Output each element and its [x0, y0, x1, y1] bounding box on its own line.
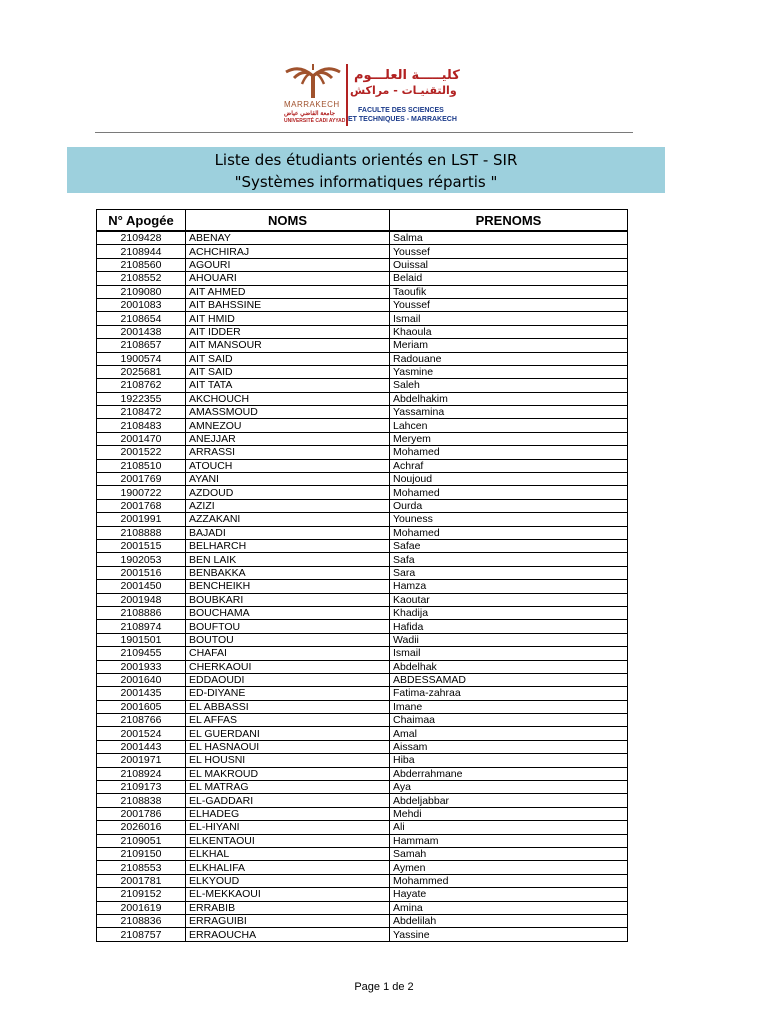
cell-nom: EL-HIYANI	[186, 821, 390, 834]
cell-prenom: Samah	[390, 847, 628, 860]
cell-nom: ELKHALIFA	[186, 861, 390, 874]
cell-nom: EL AFFAS	[186, 714, 390, 727]
cell-apogee: 2001991	[97, 513, 186, 526]
cell-nom: AYANI	[186, 473, 390, 486]
logo-university-french: UNIVERSITÉ CADI AYYAD	[284, 118, 346, 124]
cell-nom: AMASSMOUD	[186, 406, 390, 419]
cell-nom: ATOUCH	[186, 459, 390, 472]
cell-nom: EL GUERDANI	[186, 727, 390, 740]
table-row	[97, 620, 628, 633]
cell-apogee: 2108757	[97, 928, 186, 941]
cell-prenom: Meryem	[390, 432, 628, 445]
cell-apogee: 2001605	[97, 700, 186, 713]
table-row	[97, 499, 628, 512]
cell-prenom: Taoufik	[390, 285, 628, 298]
cell-apogee: 2001768	[97, 499, 186, 512]
cell-prenom: Hiba	[390, 754, 628, 767]
table-row	[97, 419, 628, 432]
cell-apogee: 2001443	[97, 740, 186, 753]
cell-nom: BELHARCH	[186, 539, 390, 552]
cell-nom: BENCHEIKH	[186, 580, 390, 593]
cell-prenom: Abdelhak	[390, 660, 628, 673]
cell-prenom: Amal	[390, 727, 628, 740]
cell-apogee: 2001435	[97, 687, 186, 700]
title-line-1: Liste des étudiants orientés en LST - SIR	[214, 151, 518, 169]
cell-apogee: 2109080	[97, 285, 186, 298]
cell-nom: EL HOUSNI	[186, 754, 390, 767]
cell-nom: AGOURI	[186, 258, 390, 271]
cell-prenom: Aya	[390, 781, 628, 794]
table-row	[97, 928, 628, 941]
table-row	[97, 513, 628, 526]
table-row	[97, 526, 628, 539]
logo-university-arabic: جامعة القاضي عياض	[284, 111, 336, 117]
cell-nom: ABENAY	[186, 231, 390, 245]
cell-prenom: Saleh	[390, 379, 628, 392]
cell-nom: EL HASNAOUI	[186, 740, 390, 753]
cell-apogee: 2108552	[97, 272, 186, 285]
cell-prenom: Ourda	[390, 499, 628, 512]
table-row	[97, 781, 628, 794]
cell-prenom: Abdeljabbar	[390, 794, 628, 807]
cell-apogee: 2108886	[97, 606, 186, 619]
cell-nom: EL-MEKKAOUI	[186, 888, 390, 901]
cell-prenom: Belaid	[390, 272, 628, 285]
page-number: Page 1 de 2	[354, 981, 414, 993]
table-row	[97, 231, 628, 245]
cell-apogee: 2001769	[97, 473, 186, 486]
table-row	[97, 847, 628, 860]
cell-apogee: 2109051	[97, 834, 186, 847]
cell-prenom: Amina	[390, 901, 628, 914]
cell-nom: BAJADI	[186, 526, 390, 539]
cell-nom: AMNEZOU	[186, 419, 390, 432]
table-row	[97, 272, 628, 285]
table-row	[97, 633, 628, 646]
cell-apogee: 2108553	[97, 861, 186, 874]
cell-apogee: 2108924	[97, 767, 186, 780]
table-row	[97, 432, 628, 445]
cell-prenom: Aymen	[390, 861, 628, 874]
cell-nom: BENBAKKA	[186, 566, 390, 579]
table-row	[97, 687, 628, 700]
table-row	[97, 714, 628, 727]
table-row	[97, 459, 628, 472]
cell-nom: AHOUARI	[186, 272, 390, 285]
cell-prenom: ABDESSAMAD	[390, 673, 628, 686]
cell-prenom: Hayate	[390, 888, 628, 901]
cell-prenom: Abderrahmane	[390, 767, 628, 780]
cell-apogee: 2108766	[97, 714, 186, 727]
cell-apogee: 2108510	[97, 459, 186, 472]
cell-nom: AIT IDDER	[186, 325, 390, 338]
cell-apogee: 2001516	[97, 566, 186, 579]
table-row	[97, 580, 628, 593]
cell-prenom: Ismail	[390, 647, 628, 660]
cell-nom: BOUTOU	[186, 633, 390, 646]
cell-nom: ELHADEG	[186, 807, 390, 820]
cell-apogee: 2025681	[97, 365, 186, 378]
table-row	[97, 606, 628, 619]
cell-prenom: Khadija	[390, 606, 628, 619]
cell-apogee: 2001515	[97, 539, 186, 552]
table-row	[97, 727, 628, 740]
cell-apogee: 2109455	[97, 647, 186, 660]
table-row	[97, 473, 628, 486]
cell-apogee: 1902053	[97, 553, 186, 566]
cell-prenom: Hafida	[390, 620, 628, 633]
table-row	[97, 807, 628, 820]
cell-nom: ELKHAL	[186, 847, 390, 860]
table-row	[97, 258, 628, 271]
cell-nom: AIT AHMED	[186, 285, 390, 298]
cell-nom: ERRAGUIBI	[186, 914, 390, 927]
cell-prenom: Yassine	[390, 928, 628, 941]
table-row	[97, 767, 628, 780]
cell-nom: AZDOUD	[186, 486, 390, 499]
table-row	[97, 660, 628, 673]
cell-nom: AIT HMID	[186, 312, 390, 325]
table-row	[97, 553, 628, 566]
table-row	[97, 352, 628, 365]
header-apogee: N° Apogée	[97, 210, 186, 232]
cell-apogee: 2108472	[97, 406, 186, 419]
header-noms: NOMS	[186, 210, 390, 232]
table-row	[97, 312, 628, 325]
cell-nom: AIT BAHSSINE	[186, 298, 390, 311]
cell-apogee: 1901501	[97, 633, 186, 646]
table-row	[97, 325, 628, 338]
cell-prenom: Achraf	[390, 459, 628, 472]
cell-prenom: Safae	[390, 539, 628, 552]
table-row	[97, 539, 628, 552]
faculty-name-arabic-1: كليـــــة العلـــوم	[354, 68, 460, 83]
cell-prenom: Youness	[390, 513, 628, 526]
table-body	[97, 231, 628, 941]
cell-apogee: 2108654	[97, 312, 186, 325]
cell-prenom: Hammam	[390, 834, 628, 847]
cell-prenom: Sara	[390, 566, 628, 579]
cell-nom: ERRAOUCHA	[186, 928, 390, 941]
table-row	[97, 446, 628, 459]
faculty-header	[280, 62, 480, 134]
table-row	[97, 486, 628, 499]
table-row	[97, 285, 628, 298]
cell-apogee: 2108838	[97, 794, 186, 807]
table-row	[97, 740, 628, 753]
cell-apogee: 2108762	[97, 379, 186, 392]
cell-apogee: 2108657	[97, 339, 186, 352]
table-row	[97, 700, 628, 713]
table-row	[97, 379, 628, 392]
cell-apogee: 1900722	[97, 486, 186, 499]
logo-city: MARRAKECH	[284, 100, 340, 109]
table-row	[97, 593, 628, 606]
cell-nom: ACHCHIRAJ	[186, 245, 390, 258]
table-row	[97, 406, 628, 419]
cell-nom: AIT SAID	[186, 365, 390, 378]
table-row	[97, 834, 628, 847]
cell-nom: ERRABIB	[186, 901, 390, 914]
cell-apogee: 2001971	[97, 754, 186, 767]
cell-nom: CHERKAOUI	[186, 660, 390, 673]
cell-prenom: Yassamina	[390, 406, 628, 419]
cell-nom: EL MATRAG	[186, 781, 390, 794]
cell-apogee: 2001524	[97, 727, 186, 740]
cell-prenom: Imane	[390, 700, 628, 713]
cell-prenom: Wadii	[390, 633, 628, 646]
cell-prenom: Aissam	[390, 740, 628, 753]
cell-apogee: 2001438	[97, 325, 186, 338]
cell-prenom: Mohamed	[390, 446, 628, 459]
cell-nom: BOUCHAMA	[186, 606, 390, 619]
cell-nom: AZZAKANI	[186, 513, 390, 526]
cell-prenom: Meriam	[390, 339, 628, 352]
cell-prenom: Radouane	[390, 352, 628, 365]
cell-apogee: 2108888	[97, 526, 186, 539]
cell-nom: ARRASSI	[186, 446, 390, 459]
cell-prenom: Abdelilah	[390, 914, 628, 927]
table-row	[97, 392, 628, 405]
cell-prenom: Ali	[390, 821, 628, 834]
cell-apogee: 2001470	[97, 432, 186, 445]
cell-nom: ED-DIYANE	[186, 687, 390, 700]
cell-nom: EDDAOUDI	[186, 673, 390, 686]
table-row	[97, 901, 628, 914]
students-table	[96, 209, 628, 942]
cell-prenom: Salma	[390, 231, 628, 245]
cell-apogee: 2108974	[97, 620, 186, 633]
cell-prenom: Lahcen	[390, 419, 628, 432]
faculty-name-french-1: FACULTE DES SCIENCES	[358, 107, 444, 114]
cell-prenom: Mohamed	[390, 526, 628, 539]
table-row	[97, 888, 628, 901]
table-row	[97, 754, 628, 767]
cell-apogee: 2001450	[97, 580, 186, 593]
cell-apogee: 1900574	[97, 352, 186, 365]
table-row	[97, 566, 628, 579]
table-row	[97, 673, 628, 686]
cell-prenom: Noujoud	[390, 473, 628, 486]
cell-prenom: Kaoutar	[390, 593, 628, 606]
table-row	[97, 874, 628, 887]
table-row	[97, 245, 628, 258]
cell-apogee: 2001781	[97, 874, 186, 887]
cell-apogee: 2108483	[97, 419, 186, 432]
university-logo-icon	[280, 62, 346, 102]
cell-nom: ANEJJAR	[186, 432, 390, 445]
table-row	[97, 794, 628, 807]
cell-nom: BOUBKARI	[186, 593, 390, 606]
cell-nom: CHAFAI	[186, 647, 390, 660]
table-header-row	[97, 210, 628, 232]
title-line-2: "Systèmes informatiques répartis "	[234, 173, 498, 191]
cell-nom: AIT TATA	[186, 379, 390, 392]
cell-prenom: Khaoula	[390, 325, 628, 338]
header-rule	[95, 132, 633, 133]
cell-apogee: 2001522	[97, 446, 186, 459]
cell-prenom: Mohammed	[390, 874, 628, 887]
cell-prenom: Abdelhakim	[390, 392, 628, 405]
cell-nom: EL ABBASSI	[186, 700, 390, 713]
cell-apogee: 2001948	[97, 593, 186, 606]
cell-apogee: 2001640	[97, 673, 186, 686]
cell-nom: EL MAKROUD	[186, 767, 390, 780]
cell-apogee: 2109428	[97, 231, 186, 245]
table-row	[97, 861, 628, 874]
table-row	[97, 298, 628, 311]
cell-nom: EL-GADDARI	[186, 794, 390, 807]
table-row	[97, 647, 628, 660]
cell-nom: AIT SAID	[186, 352, 390, 365]
faculty-name-french-2: ET TECHNIQUES - MARRAKECH	[348, 116, 457, 123]
cell-prenom: Safa	[390, 553, 628, 566]
page-title	[67, 147, 665, 193]
cell-apogee: 2001933	[97, 660, 186, 673]
cell-apogee: 2109150	[97, 847, 186, 860]
cell-nom: ELKYOUD	[186, 874, 390, 887]
cell-nom: ELKENTAOUI	[186, 834, 390, 847]
faculty-name-arabic-2: والتقنيـات - مراكش	[350, 84, 457, 97]
cell-apogee: 2108560	[97, 258, 186, 271]
cell-apogee: 2001619	[97, 901, 186, 914]
cell-prenom: Mohamed	[390, 486, 628, 499]
cell-apogee: 1922355	[97, 392, 186, 405]
table-row	[97, 365, 628, 378]
cell-nom: AKCHOUCH	[186, 392, 390, 405]
cell-prenom: Youssef	[390, 298, 628, 311]
cell-apogee: 2001786	[97, 807, 186, 820]
cell-prenom: Mehdi	[390, 807, 628, 820]
cell-nom: AZIZI	[186, 499, 390, 512]
header-prenoms: PRENOMS	[390, 210, 628, 232]
table-row	[97, 821, 628, 834]
cell-prenom: Fatima-zahraa	[390, 687, 628, 700]
cell-apogee: 2109173	[97, 781, 186, 794]
cell-apogee: 2001083	[97, 298, 186, 311]
table-row	[97, 339, 628, 352]
cell-prenom: Yasmine	[390, 365, 628, 378]
cell-apogee: 2109152	[97, 888, 186, 901]
cell-prenom: Hamza	[390, 580, 628, 593]
cell-nom: AIT MANSOUR	[186, 339, 390, 352]
cell-prenom: Ouissal	[390, 258, 628, 271]
cell-apogee: 2026016	[97, 821, 186, 834]
cell-prenom: Youssef	[390, 245, 628, 258]
cell-prenom: Ismail	[390, 312, 628, 325]
cell-apogee: 2108836	[97, 914, 186, 927]
cell-nom: BEN LAIK	[186, 553, 390, 566]
cell-apogee: 2108944	[97, 245, 186, 258]
table-row	[97, 914, 628, 927]
cell-nom: BOUFTOU	[186, 620, 390, 633]
cell-prenom: Chaimaa	[390, 714, 628, 727]
